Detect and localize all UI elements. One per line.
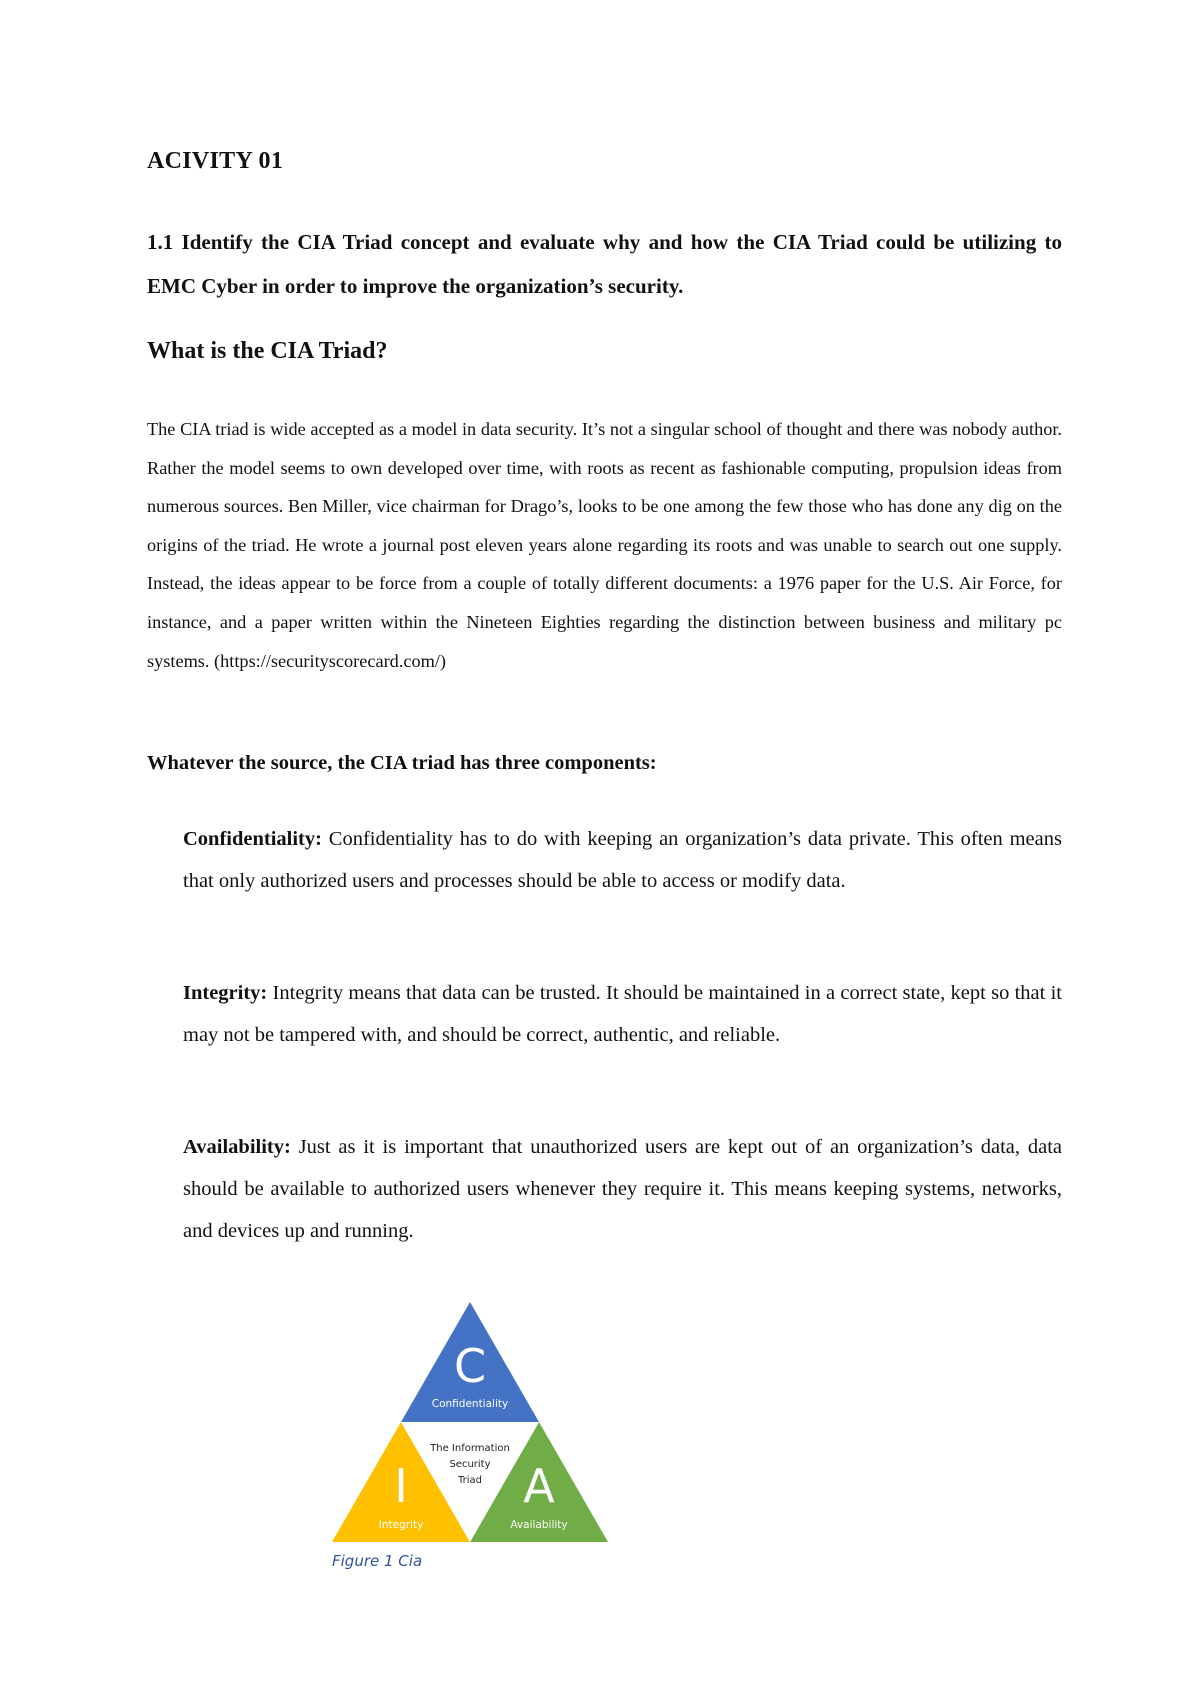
component-term: Integrity: bbox=[183, 982, 268, 1004]
center-label-line2: Security bbox=[449, 1459, 491, 1470]
integrity-letter: I bbox=[394, 1459, 408, 1513]
availability-label: Availability bbox=[510, 1519, 568, 1531]
center-label-line3: Triad bbox=[457, 1475, 483, 1486]
intro-paragraph: The CIA triad is wide accepted as a model in data security. It’s not a singular school of thought and there was nobody author. Rather the model seems to own developed over time, with roots as recent as fashionable computing, propulsion ideas from numerous sources. Ben Miller, vice chairman for Drago’s, looks to be one among the few those who has done any dig on the origins of the triad. He wrote a journal post eleven years alone regarding its roots and was unable to search out one supply. Instead, the ideas appear to be force from a couple of totally different documents: a 1976 paper for the U.S. Air Force, for instance, and a paper written within the Nineteen Eighties regarding the distinction between business and military pc systems. (https://securityscorecard.com/) bbox=[147, 419, 1062, 671]
availability-letter: A bbox=[523, 1459, 555, 1513]
components-heading: Whatever the source, the CIA triad has three components: bbox=[147, 752, 657, 774]
section-heading: What is the CIA Triad? bbox=[147, 338, 388, 364]
question-heading: 1.1 Identify the CIA Triad concept and evaluate why and how the CIA Triad could be utilizing to EMC Cyber in order to improve the organization’s security. bbox=[147, 230, 1062, 298]
component-availability bbox=[183, 1126, 1062, 1252]
component-confidentiality bbox=[183, 818, 1062, 902]
component-text: Just as it is important that unauthorized users are kept out of an organization’s data, data should be available to authorized users whenever they require it. This means keeping systems, networks, and devices up and running. bbox=[183, 1136, 1062, 1242]
confidentiality-label: Confidentiality bbox=[431, 1398, 509, 1410]
component-text: Integrity means that data can be trusted. It should be maintained in a correct state, kept so that it may not be tampered with, and should be correct, authentic, and reliable. bbox=[183, 982, 1062, 1046]
confidentiality-letter: C bbox=[453, 1339, 487, 1393]
figure-caption: Figure 1 Cia bbox=[332, 1552, 423, 1570]
component-integrity bbox=[183, 972, 1062, 1056]
component-text: Confidentiality has to do with keeping an organization’s data private. This often means that only authorized users and processes should be able to access or modify data. bbox=[183, 828, 1062, 892]
integrity-label: Integrity bbox=[378, 1519, 424, 1531]
center-label-line1: The Information bbox=[430, 1443, 510, 1454]
cia-triad-figure bbox=[332, 1302, 608, 1542]
component-term: Availability: bbox=[183, 1136, 291, 1158]
component-term: Confidentiality: bbox=[183, 828, 322, 850]
activity-title: ACIVITY 01 bbox=[147, 148, 284, 174]
